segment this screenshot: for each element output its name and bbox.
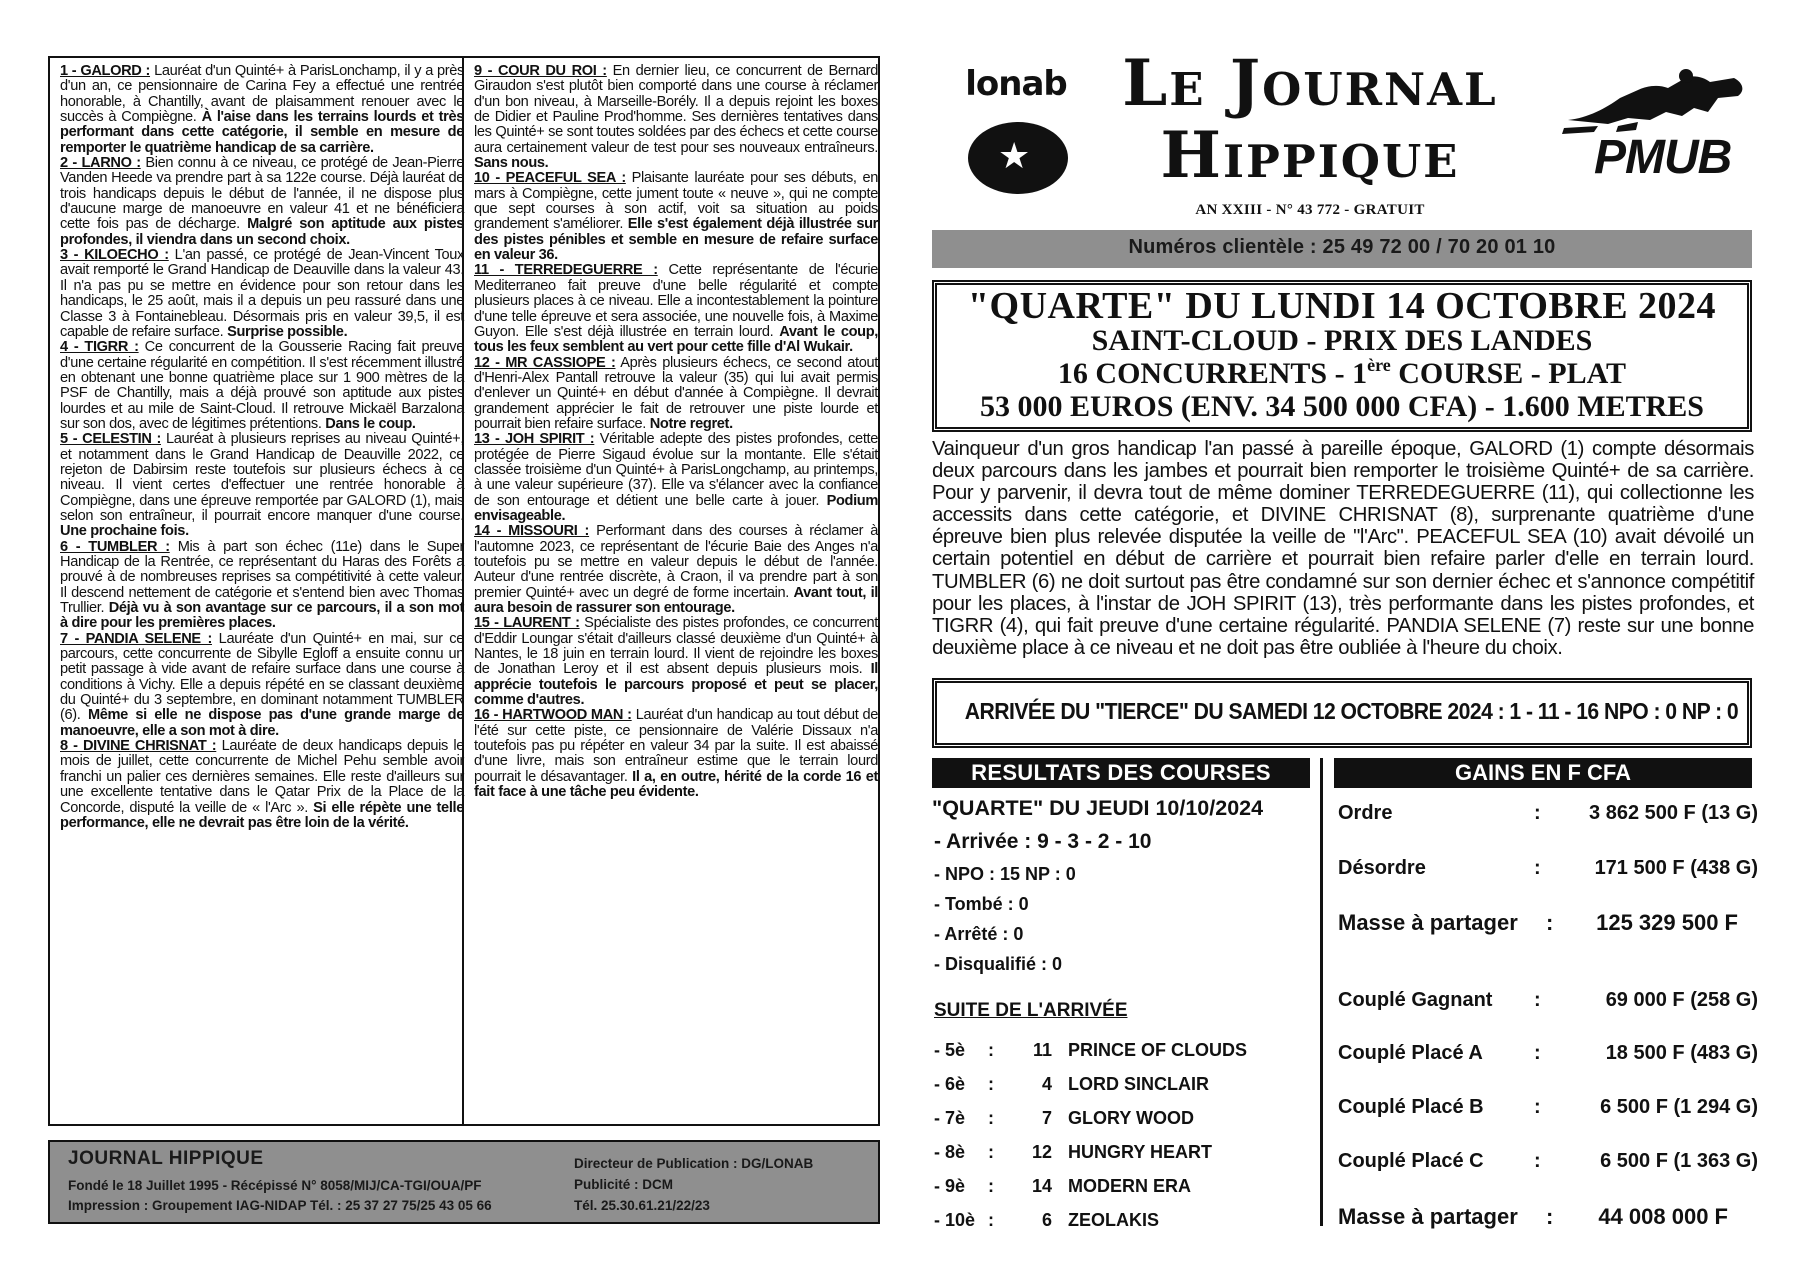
- race-ordinal: ère: [1367, 355, 1391, 375]
- suite-horse: LORD SINCLAIR: [1068, 1074, 1209, 1094]
- horse-verdict: Déjà vu à son avantage sur ce parcours, il a son mot à dire pour les premières places.: [60, 600, 465, 632]
- gain-label: Couplé Placé C: [1338, 1150, 1484, 1172]
- horse-verdict: Elle s'est également déjà illustrée sur des pistes pénibles et semble en mesure de refaire surface en valeur 36.: [474, 216, 878, 264]
- horse-comment: L'an passé, ce protégé de Jean-Vincent Toux avait remporté le Grand Handicap de Deauville dans la valeur 43. Il n'a pas pu se mettre en évidence pour son retour dans les handicaps, le 25 août, mais il a depuis un peu rassuré dans une Classe 3 à Fontainebleau. Désormais pris en valeur 39,5, il est capable de refaire surface.: [60, 247, 464, 340]
- race-conditions: [932, 357, 1752, 391]
- pmub-logo-text: PMUB: [1594, 131, 1732, 184]
- horse-comment: Lauréate de deux handicaps depuis le mois de juillet, cette concurrente de Michel Pehu semble avoir franchi un palier ces dernières semaines. Elle reste d'ailleurs sur une excellente tentative dans le Qatar Prix de la Place de la Concorde, disputé la veille de « l'Arc ».: [60, 738, 464, 816]
- suite-sep: :: [988, 1210, 994, 1230]
- suite-rank: - 10è: [934, 1210, 976, 1230]
- result-tombe: - Tombé : 0: [934, 894, 1029, 914]
- race-purse: 53 000 EUROS (ENV. 34 500 000 CFA) - 1.600 METRES: [980, 390, 1704, 423]
- horse-comment: Performant dans des courses à réclamer à l'automne 2023, ce représentant de l'écurie Baie des Anges n'a toutefois pu se mettre en valeur depuis le début de l'année. Auteur d'une rentrée discrète, à Craon, il va prendre part à son premier Quinté+ avec un degré de forme incertain.: [474, 523, 878, 601]
- horse-verdict: Podium envisageable.: [474, 492, 878, 524]
- horse-entry-12: [474, 356, 878, 433]
- horse-verdict: Avant le coup, tous les feux semblent au vert pour cette fille d'Al Wukair.: [474, 323, 878, 356]
- horse-comment: Ce concurrent de la Gousserie Racing fait preuve d'une certaine régularité en compétition. Il s'est récemment illustré en obtenant une bonne quatrième place sur 1 900 mètres de la PSF de Chantilly, mais a déjà prouvé son aptitude aux pistes lourdes et au mile de Saint-Cloud. Il retrouve Mickaël Barzalona sur son dos, avec de légitimes prétentions.: [60, 339, 464, 432]
- gain-value: 44 008 000 F: [1598, 1204, 1728, 1229]
- commentary-column-1: [60, 64, 464, 831]
- gain-value: 18 500 F (483 G): [1605, 1042, 1758, 1064]
- suite-arrivee-title: SUITE DE L'ARRIVÉE: [934, 1000, 1128, 1021]
- horse-entry-16: [474, 708, 878, 800]
- star-icon: ★: [998, 135, 1031, 176]
- gain-label: Couplé Gagnant: [1338, 989, 1493, 1011]
- horse-comment: Véritable adepte des pistes profondes, cette protégée de Pierre Sigaud évolue sur la montante. Elle s'était classée troisième d'un Quinté+ à ParisLongchamp, au printemps, à une valeur supérieure (37). Elle va s'élancer avec la confiance de son entourage et détient une belle carte à jouer.: [474, 431, 878, 509]
- gain-sep: :: [1534, 989, 1541, 1011]
- horse-comment: En dernier lieu, ce concurrent de Bernard Giraudon s'est plutôt bien comporté dans une course à réclamer d'un bon niveau, à Marseille-Borély. Il a depuis rejoint les boxes de Didier et Pauline Prod'homme. Ses dernières tentatives dans les Quinté+ se sont toutes soldées par des échecs et cette course aura certainement valeur de test pour ses nouveaux entraîneurs.: [474, 63, 879, 156]
- horse-name: 11 - TERREDEGUERRE :: [474, 262, 658, 279]
- horse-verdict: À l'aise dans les terrains lourds et très performant dans cette catégorie, il semble en mesure de remporter le quatrième handicap de sa carrière.: [60, 109, 464, 156]
- horse-entry-1: [60, 64, 464, 156]
- gain-sep: :: [1534, 1150, 1541, 1172]
- suite-sep: :: [988, 1074, 994, 1094]
- gains-header: GAINS EN F CFA: [1334, 758, 1752, 788]
- edition-line: AN XXIII - N° 43 772 - GRATUIT: [1195, 202, 1425, 218]
- gain-label: Ordre: [1338, 802, 1393, 824]
- gain-row-desordre: [1338, 857, 1758, 883]
- result-arrivee: - Arrivée : 9 - 3 - 2 - 10: [934, 830, 1152, 853]
- suite-sep: :: [988, 1108, 994, 1128]
- footer-director: Directeur de Publication : DG/LONAB: [574, 1156, 814, 1171]
- horse-comment: Après plusieurs échecs, ce second atout d'Henri-Alex Pantall retrouve la valeur (35) qui lui avait permis d'enlever un Quinté+ en début d'année à Compiègne. Il devrait grandement apprécier le fait de retrouver une piste lourde et pourrait bien refaire surface.: [474, 354, 878, 432]
- publication-footer: [48, 1140, 880, 1224]
- gain-label: Masse à partager: [1338, 1204, 1518, 1229]
- horse-name: 15 - LAURENT :: [474, 615, 580, 632]
- horse-comment: Mis à part son échec (11e) dans le Super Handicap de la Rentrée, ce représentant du Haras des Forêts a prouvé à de nombreuses reprises sa compétitivité à cette valeur. Il descend nettement de catégorie et s'entend bien avec Thomas Trullier.: [60, 538, 464, 617]
- gain-row-ordre: [1338, 802, 1758, 828]
- horse-entry-15: [474, 616, 878, 708]
- tierce-result: ARRIVÉE DU "TIERCE" DU SAMEDI 12 OCTOBRE 2024 : 1 - 11 - 16 NPO : 0 NP : 0: [964, 698, 1739, 724]
- gain-value: 125 329 500 F: [1596, 910, 1738, 935]
- suite-number: 7: [1041, 1108, 1052, 1128]
- gain-label: Couplé Placé B: [1338, 1096, 1484, 1118]
- horse-entry-11: [474, 263, 878, 355]
- title-line-1: Le Journal: [1122, 46, 1498, 121]
- suite-number: 4: [1041, 1074, 1052, 1094]
- result-npo: - NPO : 15 NP : 0: [934, 864, 1076, 884]
- horse-comment: Spécialiste des pistes profondes, ce concurrent d'Eddir Loungar s'était d'ailleurs classé deuxième d'un Quinté+ à Nantes, le 18 juin en terrain lourd. Il vient de rejoindre les boxes de Jonathan Leroy et il est absent depuis plusieurs mois.: [474, 615, 878, 678]
- horse-name: 12 - MR CASSIOPE :: [474, 354, 616, 371]
- horse-entry-5: [60, 432, 464, 539]
- horse-comment: Lauréat d'un Quinté+ à ParisLonchamp, il y a près d'un an, ce pensionnaire de Carina Fey a effectué une rentrée honorable, à Chantilly, avant de plaisamment renouer avec le succès à Compiègne.: [60, 63, 464, 126]
- gain-value: 171 500 F (438 G): [1594, 857, 1758, 879]
- horse-entry-8: [60, 739, 464, 831]
- horse-name: 13 - JOH SPIRIT :: [474, 431, 595, 448]
- race-runners: 16 CONCURRENTS - 1: [1057, 357, 1368, 390]
- gain-label: Désordre: [1338, 857, 1426, 879]
- horse-verdict: Notre regret.: [649, 415, 733, 432]
- horse-entry-6: [60, 540, 464, 632]
- gain-value: 3 862 500 F (13 G): [1589, 802, 1758, 824]
- horse-verdict: Surprise possible.: [227, 323, 348, 340]
- horse-name: 8 - DIVINE CHRISNAT :: [60, 738, 217, 755]
- suite-rank: - 7è: [934, 1108, 966, 1128]
- suite-horse: MODERN ERA: [1068, 1176, 1192, 1196]
- race-title: "QUARTE" DU LUNDI 14 OCTOBRE 2024: [967, 285, 1717, 327]
- horse-name: 14 - MISSOURI :: [474, 523, 590, 540]
- horse-name: 9 - COUR DU ROI :: [474, 63, 607, 79]
- suite-horse: HUNGRY HEART: [1068, 1142, 1213, 1162]
- horse-comment: Bien connu à ce niveau, ce protégé de Jean-Pierre Vanden Heede va prendre part à sa 122e course. Déjà lauréat de trois handicaps depuis le début de l'année, il ne dispose plus d'aucune marge de manoeuvre en valeur 41 et ne bénéficiera cette fois pas de décharge.: [60, 155, 464, 233]
- result-disqualifie: - Disqualifié : 0: [934, 954, 1063, 974]
- suite-sep: :: [988, 1142, 994, 1162]
- suite-rank: - 5è: [934, 1040, 966, 1060]
- gain-value: 69 000 F (258 G): [1605, 989, 1758, 1011]
- gain-row-couple-place-c: [1338, 1150, 1758, 1176]
- horse-entry-14: [474, 524, 878, 616]
- gain-label: Masse à partager: [1338, 910, 1518, 935]
- footer-title: JOURNAL HIPPIQUE: [68, 1148, 264, 1169]
- lonab-logo-text: lonab: [965, 64, 1067, 104]
- horse-verdict: Même si elle ne dispose pas d'une grande marge de manoeuvre, elle a son mot à dire.: [60, 707, 464, 739]
- horse-name: 2 - LARNO :: [60, 155, 141, 172]
- suite-horse: PRINCE OF CLOUDS: [1068, 1040, 1248, 1060]
- race-venue: SAINT-CLOUD - PRIX DES LANDES: [1091, 324, 1593, 357]
- gain-sep: :: [1534, 1096, 1541, 1118]
- suite-number: 12: [1031, 1142, 1052, 1162]
- horse-comment: Lauréate d'un Quinté+ en mai, sur ce parcours, cette concurrente de Sibylle Egloff a ensuite connu un petit passage à vide avant de refaire surface dans une course à conditions à Vichy. Elle a depuis répété en se classant deuxième du Quinté+ du 3 septembre, en dominant notamment TUMBLER (6).: [60, 630, 464, 724]
- suite-number: 6: [1041, 1210, 1052, 1230]
- horse-entry-7: [60, 632, 464, 739]
- horse-verdict: Dans le coup.: [325, 415, 416, 432]
- gain-row-couple-place-b: [1338, 1096, 1758, 1122]
- suite-sep: :: [988, 1176, 994, 1196]
- client-numbers: Numéros clientèle : 25 49 72 00 / 70 20 01 10: [1128, 236, 1556, 258]
- suite-rank: - 8è: [934, 1142, 966, 1162]
- horse-verdict: Si elle répète une telle performance, elle ne devrait pas être loin de la vérité.: [60, 799, 464, 831]
- horse-comment: Cette représentante de l'écurie Mediterraneo fait preuve d'une belle régularité et compte plusieurs places à ce niveau. Elle a incontestablement la pointure d'une telle épreuve et sera associée, une nouvelle fois, à Maxime Guyon. Elle s'est déjà illustrée en terrain lourd.: [474, 262, 878, 340]
- results-divider: [1320, 758, 1323, 1226]
- jockey-horse-icon: [1558, 68, 1754, 138]
- lonab-logo: [960, 50, 1072, 186]
- title-line-2: Hippique: [1160, 118, 1460, 193]
- gain-sep: :: [1546, 1204, 1554, 1229]
- gain-row-couple-place-a: [1338, 1042, 1758, 1068]
- suite-horse: GLORY WOOD: [1068, 1108, 1194, 1128]
- horse-name: 5 - CELESTIN :: [60, 431, 161, 448]
- suite-sep: :: [988, 1040, 994, 1060]
- horse-entry-10: [474, 171, 878, 263]
- horse-name: 6 - TUMBLER :: [60, 538, 170, 555]
- result-arrete: - Arrêté : 0: [934, 924, 1024, 944]
- suite-rank: - 6è: [934, 1074, 966, 1094]
- horse-name: 4 - TIGRR :: [60, 339, 139, 356]
- horse-entry-3: [60, 248, 464, 340]
- horse-verdict: Il apprécie toutefois le parcours proposé et peut se placer, comme d'autres.: [474, 661, 878, 709]
- suite-number: 14: [1031, 1176, 1052, 1196]
- horse-name: 1 - GALORD :: [60, 63, 151, 79]
- horse-entry-13: [474, 432, 878, 524]
- gain-value: 6 500 F (1 294 G): [1600, 1096, 1758, 1118]
- gain-sep: :: [1546, 910, 1554, 935]
- horse-name: 7 - PANDIA SELENE :: [60, 630, 212, 647]
- horse-verdict: Il a, en outre, hérité de la corde 16 et fait face à une tâche peu évidente.: [474, 768, 879, 801]
- horse-comment: Plaisante lauréate pour ses débuts, en mars à Compiègne, cette jument toute « neuve », qui ne compte que sept courses à son actif, voit sa situation au poids grandement s'améliorer.: [474, 170, 878, 233]
- quarte-result-title: "QUARTE" DU JEUDI 10/10/2024: [932, 796, 1264, 820]
- horse-entry-9: [474, 64, 878, 171]
- footer-advertising: Publicité : DCM: [574, 1177, 674, 1192]
- horse-verdict: Sans nous.: [474, 155, 549, 172]
- suite-number: 11: [1032, 1040, 1052, 1060]
- footer-printing: Impression : Groupement IAG-NIDAP Tél. : 25 37 27 75/25 43 05 66: [68, 1198, 492, 1213]
- commentary-column-2: [474, 64, 878, 801]
- newspaper-title: [1090, 48, 1530, 192]
- horse-entry-4: [60, 340, 464, 432]
- horse-entry-2: [60, 156, 464, 248]
- horse-name: 3 - KILOECHO :: [60, 247, 169, 264]
- gain-sep: :: [1534, 802, 1541, 824]
- race-summary: Vainqueur d'un gros handicap l'an passé à pareille époque, GALORD (1) compte désormais deux parcours dans les jambes et pourrait bien remporter le troisième Quinté+ de sa carrière. Pour y parvenir, il devra tout de même dominer TERREDEGUERRE (11), qui collectionne les accessits dans cette catégorie, et DIVINE CHRISNAT (8), surprenante quatrième d'une épreuve bien plus relevée disputée la veille de "l'Arc". PEACEFUL SEA (10) avait dévoilé un certain potentiel en début de carrière et pourrait bien refaire parler d'elle en terrain lourd. TUMBLER (6) ne doit surtout pas être condamné sur son dernier échec et s'annonce compétitif pour les places, à l'instar de JOH SPIRIT (13), très performante dans les pistes profondes, et TIGRR (4), qui fait preuve d'une certaine régularité. PANDIA SELENE (7) reste sur une bonne deuxième place à ce niveau et ne doit pas être oubliée à l'heure du choix.: [932, 438, 1754, 659]
- horse-comment: Lauréat à plusieurs reprises au niveau Quinté+, et notamment dans le Grand Handicap de Deauville 2022, ce rejeton de Dabirsim reste toutefois sur plusieurs échecs à ce niveau. Il vient certes d'effectuer une rentrée honorable à Compiègne, dans une épreuve remportée par GALORD (1), mais selon son entraîneur, il pourrait encore manquer d'une course.: [60, 431, 464, 524]
- horse-verdict: Avant tout, il aura besoin de rassurer son entourage.: [474, 584, 878, 617]
- horse-comment: Lauréat d'un handicap au tout début de l'été sur cette piste, ce pensionnaire de Valérie Dissaux n'a toutefois pas pu répéter en valeur 34 par la suite. Il est abaissé d'une livre, mais son entraîneur estime que le terrain lourd pourrait le désavantager.: [474, 707, 878, 785]
- horse-name: 16 - HARTWOOD MAN :: [474, 707, 632, 724]
- race-type: COURSE - PLAT: [1390, 357, 1627, 390]
- pmub-logo: [1558, 68, 1754, 188]
- gain-value: 6 500 F (1 363 G): [1600, 1150, 1758, 1172]
- suite-horse: ZEOLAKIS: [1068, 1210, 1160, 1230]
- gain-row-masse-1: [1338, 910, 1758, 936]
- horse-verdict: Une prochaine fois.: [60, 523, 189, 540]
- footer-phone: Tél. 25.30.61.21/22/23: [574, 1198, 710, 1213]
- results-header: RESULTATS DES COURSES: [932, 758, 1310, 788]
- gain-label: Couplé Placé A: [1338, 1042, 1483, 1064]
- gain-row-masse-2: [1338, 1204, 1758, 1230]
- gain-sep: :: [1534, 1042, 1541, 1064]
- gain-sep: :: [1534, 857, 1541, 879]
- horse-name: 10 - PEACEFUL SEA :: [474, 170, 626, 187]
- footer-founded: Fondé le 18 Juillet 1995 - Récépissé N° 8058/MIJ/CA-TGI/OUA/PF: [68, 1178, 482, 1193]
- suite-rank: - 9è: [934, 1176, 966, 1196]
- gain-row-couple-gagnant: [1338, 989, 1758, 1015]
- horse-verdict: Malgré son aptitude aux pistes profondes, il viendra dans un second choix.: [60, 216, 464, 248]
